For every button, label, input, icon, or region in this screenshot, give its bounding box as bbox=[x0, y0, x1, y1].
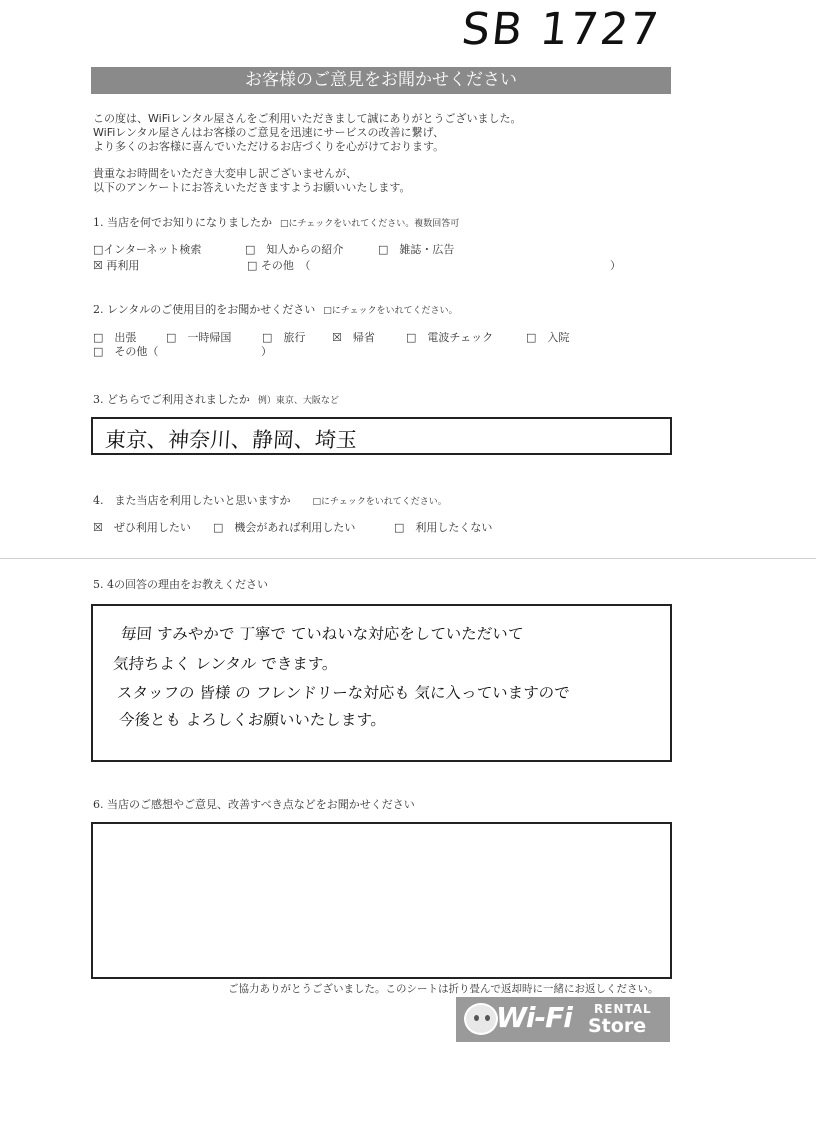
fold-line bbox=[0, 558, 816, 559]
q1-option-reuse[interactable]: ☒ 再利用 bbox=[93, 259, 140, 272]
intro-text bbox=[93, 112, 522, 195]
q6-label: 6. 当店のご感想やご意見、改善すべき点などをお聞かせください bbox=[93, 798, 415, 811]
q2-other-close: ） bbox=[261, 345, 272, 358]
q5-handwritten-line: 気持ちよく レンタル できます。 bbox=[112, 655, 339, 673]
q4-option-definitely[interactable]: ☒ ぜひ利用したい bbox=[93, 521, 191, 534]
q4-note: □にチェックをいれてください。 bbox=[312, 497, 447, 507]
page-title: お客様のご意見をお聞かせください bbox=[91, 67, 671, 94]
q1-option-referral[interactable]: □ 知人からの紹介 bbox=[245, 243, 344, 256]
q3-handwritten-answer: 東京、神奈川、静岡、埼玉 bbox=[104, 428, 358, 452]
q5-answer-box[interactable] bbox=[91, 604, 672, 762]
intro-line: 貴重なお時間をいただき大変申し訳ございませんが、 bbox=[93, 167, 357, 180]
q1-option-other[interactable]: □ その他 （ bbox=[247, 259, 311, 272]
q4-option-if-chance[interactable]: □ 機会があれば利用したい bbox=[213, 521, 356, 534]
q2-option-business[interactable]: □ 出張 bbox=[93, 331, 137, 344]
q4-option-no[interactable]: □ 利用したくない bbox=[394, 521, 493, 534]
intro-line: この度は、WiFiレンタル屋さんをご利用いただきまして誠にありがとうございました。 bbox=[93, 112, 522, 125]
q3-note: 例）東京、大阪など bbox=[257, 396, 339, 406]
q5-handwritten-line: スタッフの 皆様 の フレンドリーな対応も 気に入っていますので bbox=[116, 684, 571, 702]
q2-option-homecoming[interactable]: ☒ 帰省 bbox=[332, 331, 375, 344]
logo-store: Store bbox=[588, 1015, 647, 1037]
intro-line: 以下のアンケートにお答えいただきますようお願いいたします。 bbox=[93, 181, 411, 194]
q1-note: □にチェックをいれてください。複数回答可 bbox=[280, 219, 460, 229]
q2-label: 2. レンタルのご使用目的をお聞かせください □にチェックをいれてください。 bbox=[93, 303, 458, 316]
q1-option-magazine[interactable]: □ 雑誌・広告 bbox=[378, 243, 455, 256]
q2-option-temporary-return[interactable]: □ 一時帰国 bbox=[166, 331, 232, 344]
q5-handwritten-line: 毎回 すみやかで 丁寧で ていねいな対応をしていただいて bbox=[120, 625, 524, 643]
intro-line: WiFiレンタル屋さんはお客様のご意見を迅速にサービスの改善に繋げ、 bbox=[93, 126, 445, 139]
q1-option-internet[interactable]: □インターネット検索 bbox=[93, 243, 202, 256]
q3-label: 3. どちらでご利用されましたか 例）東京、大阪など bbox=[93, 393, 339, 406]
q2-option-signal-check[interactable]: □ 電波チェック bbox=[406, 331, 494, 344]
logo-mark: Wi-Fi bbox=[496, 1001, 572, 1034]
logo-rental: RENTAL bbox=[594, 1002, 652, 1016]
handwritten-serial-number: SB 1727 bbox=[459, 4, 663, 55]
q3-answer-box[interactable] bbox=[91, 417, 672, 455]
q2-option-other[interactable]: □ その他（ bbox=[93, 345, 159, 358]
mascot-icon bbox=[464, 1003, 498, 1035]
q4-label: 4. また当店を利用したいと思いますか □にチェックをいれてください。 bbox=[93, 494, 447, 507]
q1-label: 1. 当店を何でお知りになりましたか □にチェックをいれてください。複数回答可 bbox=[93, 216, 460, 229]
wifi-rental-store-logo bbox=[456, 997, 670, 1042]
q5-handwritten-line: 今後とも よろしくお願いいたします。 bbox=[118, 711, 387, 729]
q5-label: 5. 4の回答の理由をお教えください bbox=[93, 578, 268, 591]
q2-note: □にチェックをいれてください。 bbox=[323, 306, 458, 316]
intro-line: より多くのお客様に喜んでいただけるお店づくりを心がけております。 bbox=[93, 140, 445, 153]
q2-option-hospital[interactable]: □ 入院 bbox=[526, 331, 570, 344]
footer-thanks: ご協力ありがとうございました。このシートは折り畳んで返却時に一緒にお返しください。 bbox=[228, 983, 659, 995]
q2-option-travel[interactable]: □ 旅行 bbox=[262, 331, 306, 344]
q1-other-close: ） bbox=[610, 259, 621, 272]
q6-answer-box[interactable] bbox=[91, 822, 672, 979]
